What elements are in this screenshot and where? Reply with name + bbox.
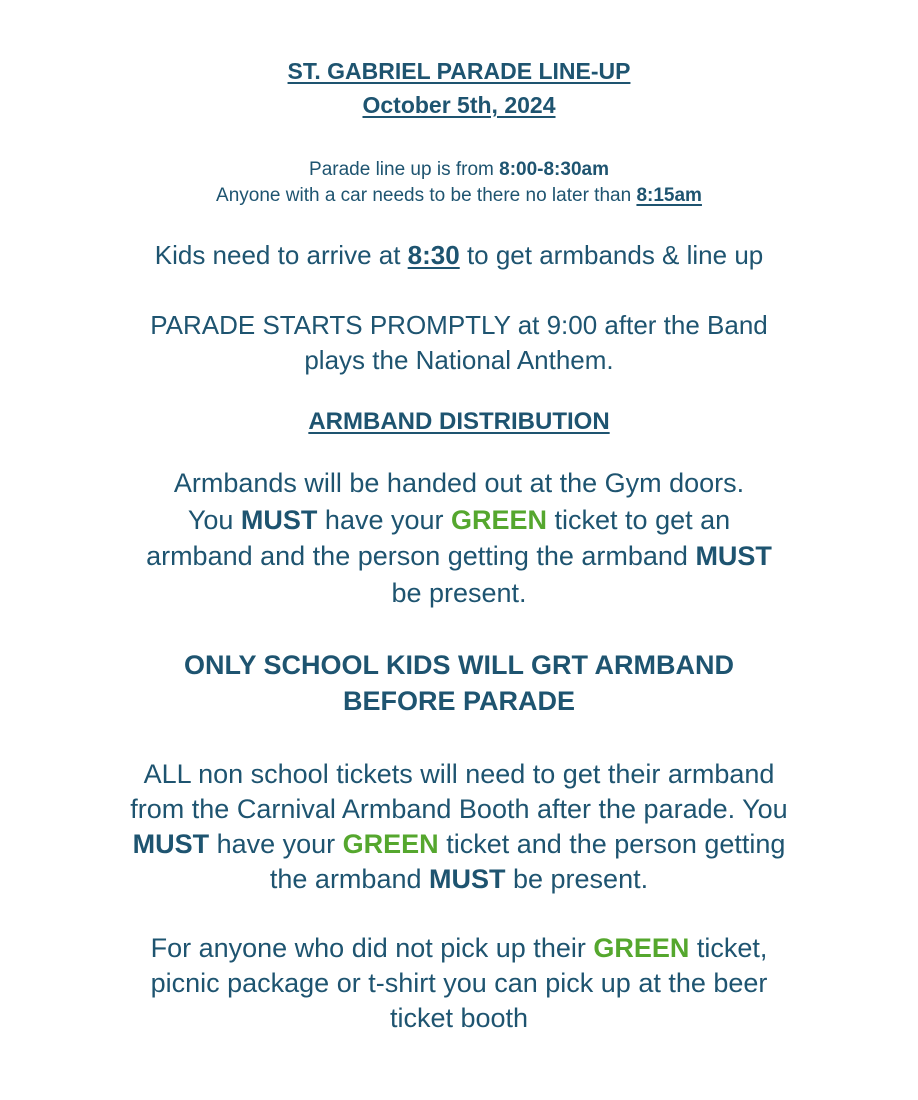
armband-info-line-2: [0, 505, 918, 536]
armband-info-line-4: be present.: [391, 578, 527, 608]
school-kids-notice-line-2: BEFORE PARADE: [342, 686, 576, 716]
must-emphasis: MUST: [429, 864, 506, 894]
pickup-text: ticket,: [689, 933, 768, 963]
green-ticket-emphasis: GREEN: [342, 829, 439, 859]
armband-info-text: You: [187, 505, 241, 535]
non-school-line-2: from the Carnival Armband Booth after the parade. You: [130, 794, 788, 824]
armband-info-text: have your: [317, 505, 451, 535]
kids-arrival-suffix: to get armbands & line up: [459, 240, 764, 270]
pickup-line-1: [0, 933, 918, 964]
kids-arrival-line: [0, 240, 918, 271]
green-ticket-emphasis: GREEN: [593, 933, 690, 963]
car-deadline-line: [0, 185, 918, 207]
non-school-line-1: ALL non school tickets will need to get their armband: [143, 759, 775, 789]
flyer-date: October 5th, 2024: [362, 92, 556, 118]
lineup-time-line: [0, 159, 918, 181]
must-emphasis: MUST: [695, 541, 772, 571]
non-school-text: ticket and the person getting: [438, 829, 786, 859]
car-deadline-prefix: Anyone with a car needs to be there no later than: [216, 185, 637, 206]
kids-arrival-time: 8:30: [407, 240, 460, 270]
non-school-text: the armband: [269, 864, 429, 894]
pickup-line-2: picnic package or t-shirt you can pick up at the beer: [150, 968, 768, 998]
armband-info-text: armband and the person getting the armband: [146, 541, 696, 571]
must-emphasis: MUST: [132, 829, 210, 859]
lineup-time-prefix: Parade line up is from: [309, 159, 500, 180]
lineup-time-range: 8:00-8:30am: [499, 159, 609, 180]
pickup-text: For anyone who did not pick up their: [150, 933, 594, 963]
non-school-text: have your: [209, 829, 343, 859]
must-emphasis: MUST: [240, 505, 318, 535]
parade-start-line-2: plays the National Anthem.: [304, 345, 614, 375]
armband-info-line-3: [0, 541, 918, 572]
pickup-line-3: ticket booth: [389, 1003, 529, 1033]
school-kids-notice-line-1: ONLY SCHOOL KIDS WILL GRT ARMBAND: [183, 650, 735, 680]
armband-info-line-1: Armbands will be handed out at the Gym doors.: [173, 468, 745, 498]
non-school-text: be present.: [505, 864, 649, 894]
parade-start-line-1: PARADE STARTS PROMPTLY at 9:00 after the Band: [150, 310, 768, 340]
non-school-line-4: [0, 864, 918, 895]
armband-info-text: ticket to get an: [547, 505, 731, 535]
kids-arrival-prefix: Kids need to arrive at: [154, 240, 408, 270]
armband-distribution-heading: ARMBAND DISTRIBUTION: [308, 408, 610, 435]
car-deadline-time: 8:15am: [636, 185, 702, 206]
flyer-title: ST. GABRIEL PARADE LINE-UP: [287, 58, 631, 84]
non-school-line-3: [0, 829, 918, 860]
green-ticket-emphasis: GREEN: [451, 505, 548, 535]
